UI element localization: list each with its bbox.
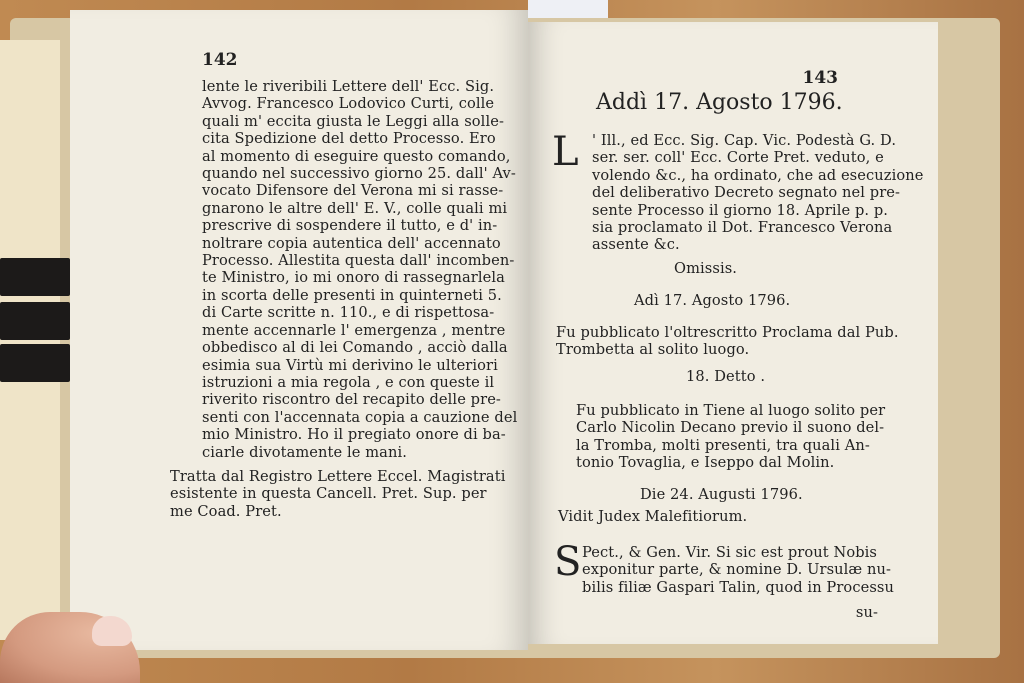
- text-line: la Tromba, molti presenti, tra quali An-: [576, 436, 870, 454]
- date-line: Adì 17. Agosto 1796.: [634, 292, 791, 309]
- detto-line: 18. Detto .: [686, 368, 766, 385]
- black-strap: [0, 302, 70, 340]
- text-line: exponitur parte, & nomine D. Ursulæ nu-: [582, 561, 892, 579]
- omissis-label: Omissis.: [674, 260, 738, 277]
- text-line: ser. ser. coll' Ecc. Corte Pret. veduto, e: [592, 149, 884, 167]
- text-line: te Ministro, io mi onoro di rassegnarlela: [202, 269, 505, 287]
- left-page-footer: [170, 468, 505, 520]
- proclamation-paragraph: [556, 324, 899, 359]
- text-line: del deliberativo Decreto segnato nel pre-: [592, 184, 901, 202]
- text-line: senti con l'accennata copia a cauzione del: [202, 408, 518, 426]
- left-page: [70, 10, 528, 650]
- text-line: lente le riveribili Lettere dell' Ecc. Sig.: [202, 78, 495, 95]
- text-line: istruzioni a mia regola , e con queste il: [202, 373, 495, 391]
- text-line: di Carte scritte n. 110., e di rispettosa-: [202, 304, 495, 322]
- text-line: Fu pubblicato in Tiene al luogo solito per: [576, 402, 886, 419]
- drop-cap: S: [554, 539, 582, 585]
- catchword: su-: [855, 604, 878, 621]
- text-line: ciarle divotamente le mani.: [202, 443, 407, 461]
- text-line: in scorta delle presenti in quinterneti 5.: [202, 286, 502, 304]
- text-line: quando nel successivo giorno 25. dall' Av-: [202, 165, 516, 183]
- left-page-body: [202, 78, 517, 461]
- publication-paragraph: [576, 402, 885, 472]
- text-line: mente accennarle l' emergenza , mentre: [202, 321, 506, 339]
- drop-cap: L: [552, 129, 579, 175]
- text-line: Tratta dal Registro Lettere Eccel. Magistrati: [170, 468, 506, 485]
- text-line: gnarono le altre dell' E. V., colle quali mi: [202, 199, 508, 217]
- page-number-right: 143: [802, 68, 838, 88]
- text-line: quali m' eccita giusta le Leggi alla solle-: [202, 112, 504, 130]
- latin-date-line: Die 24. Augusti 1796.: [640, 486, 803, 503]
- text-line: prescrive di sospendere il tutto, e d' in-: [202, 217, 498, 235]
- record-heading: Addì 17. Agosto 1796.: [596, 90, 843, 115]
- text-line: noltrare copia autentica dell' accennato: [202, 234, 501, 252]
- text-line: Carlo Nicolin Decano previo il suono del-: [576, 419, 885, 437]
- text-line: esimia sua Virtù mi derivino le ulteriori: [202, 356, 498, 374]
- page-edges: [0, 40, 60, 640]
- black-strap: [0, 258, 70, 296]
- text-line: mio Ministro. Ho il pregiato onore di ba-: [202, 426, 506, 444]
- text-line: esistente in questa Cancell. Pret. Sup. per: [170, 485, 487, 503]
- text-line: obbedisco al di lei Comando , acciò dalla: [202, 339, 508, 357]
- black-strap: [0, 344, 70, 382]
- decree-paragraph: [592, 132, 923, 254]
- text-line: riverito riscontro del recapito delle pre-: [202, 391, 501, 409]
- page-number-left: 142: [202, 50, 238, 70]
- text-line: me Coad. Pret.: [170, 502, 282, 520]
- text-line: Trombetta al solito luogo.: [556, 341, 750, 359]
- vidit-line: Vidit Judex Malefitiorum.: [558, 508, 748, 525]
- text-line: Processo. Allestita questa dall' incomben-: [202, 252, 515, 270]
- text-line: cita Spedizione del detto Processo. Ero: [202, 130, 496, 148]
- text-line: Pect., & Gen. Vir. Si sic est prout Nobis: [582, 544, 878, 561]
- text-line: vocato Difensore del Verona mi si rasse-: [202, 182, 504, 200]
- text-line: Fu pubblicato l'oltrescritto Proclama dal Pub.: [556, 324, 899, 341]
- latin-paragraph: [582, 544, 894, 596]
- text-line: assente &c.: [592, 236, 680, 254]
- text-line: Avvog. Francesco Lodovico Curti, colle: [202, 95, 495, 113]
- text-line: bilis filiæ Gaspari Talin, quod in Processu: [582, 578, 895, 596]
- right-page: [528, 22, 938, 644]
- text-line: ' Ill., ed Ecc. Sig. Cap. Vic. Podestà G. D.: [592, 132, 897, 149]
- text-line: al momento di eseguire questo comando,: [202, 147, 511, 165]
- text-line: volendo &c., ha ordinato, che ad esecuzione: [592, 166, 924, 184]
- text-line: sente Processo il giorno 18. Aprile p. p.: [592, 201, 889, 219]
- text-line: sia proclamato il Dot. Francesco Verona: [592, 219, 893, 237]
- text-line: tonio Tovaglia, e Iseppo dal Molin.: [576, 454, 835, 472]
